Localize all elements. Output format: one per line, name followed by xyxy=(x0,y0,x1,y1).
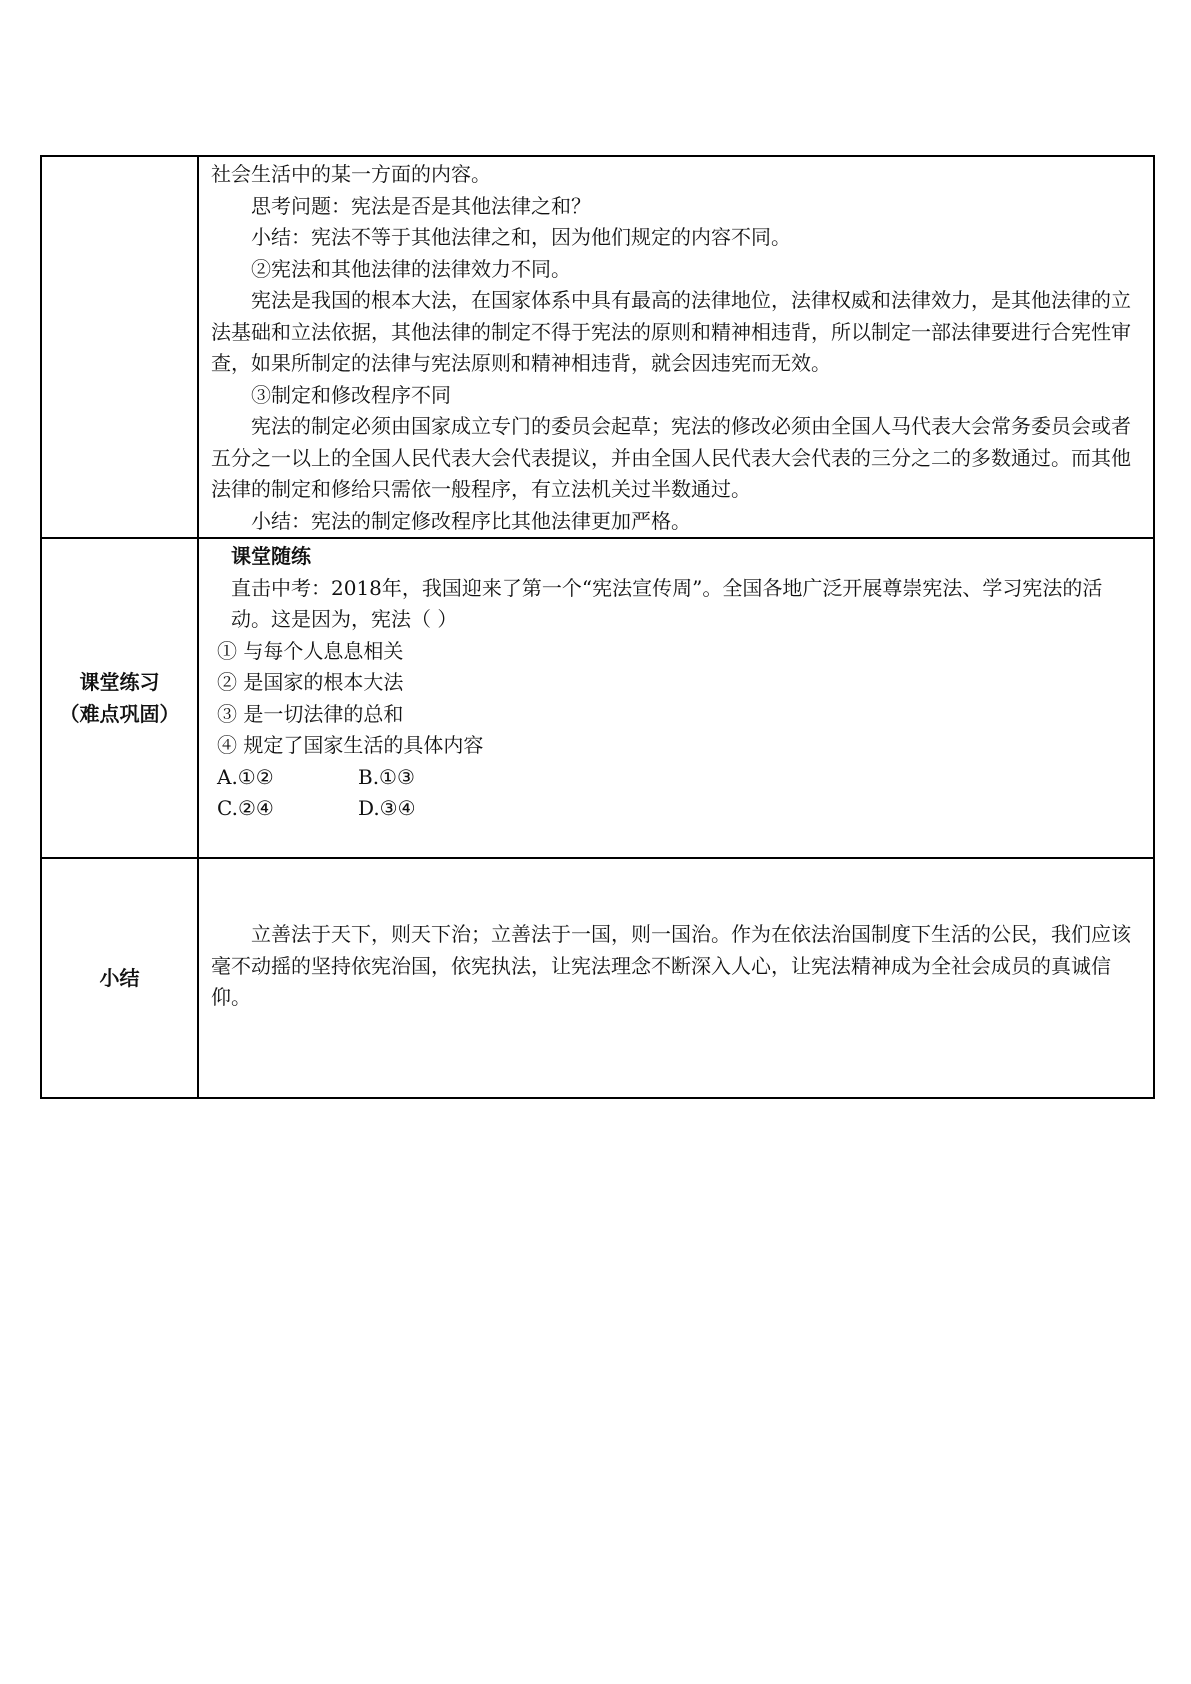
table-row xyxy=(41,858,1154,1098)
paragraph: 宪法的制定必须由国家成立专门的委员会起草；宪法的修改必须由全国人马代表大会常务委员会或者五分之一以上的全国人民代表大会代表提议，并由全国人民代表大会代表的三分之二的多数通过。而其他法律的制定和修给只需依一般程序，有立法机关过半数通过。 xyxy=(211,414,1131,501)
content-cell xyxy=(198,538,1154,858)
summary-label-cell xyxy=(41,858,198,1098)
practice-content xyxy=(199,539,1153,825)
constitution-comparison-text xyxy=(199,157,1153,537)
paragraph: 小结：宪法的制定修改程序比其他法律更加严格。 xyxy=(251,508,691,533)
paragraph: 小结：宪法不等于其他法律之和，因为他们规定的内容不同。 xyxy=(251,225,791,249)
paragraph: ③制定和修改程序不同 xyxy=(251,382,451,407)
answer-choice-a: A.①② xyxy=(217,764,274,789)
empty-label-cell xyxy=(41,156,198,538)
paragraph: 思考问题：宪法是否是其他法律之和？ xyxy=(251,193,591,218)
practice-label-cell xyxy=(41,538,198,858)
answer-choices-row xyxy=(211,762,1139,794)
summary-text: 立善法于天下，则天下治；立善法于一国，则一国治。作为在依法治国制度下生活的公民，我们应该毫不动摇的坚持依宪治国，依宪执法，让宪法理念不断深入人心，让宪法精神成为全社会成员的真诚信仰。 xyxy=(211,922,1131,1009)
option-item: ③ 是一切法律的总和 xyxy=(217,701,404,726)
option-item: ① 与每个人息息相关 xyxy=(217,638,404,663)
answer-choice-b: B.①③ xyxy=(358,764,415,789)
content-cell xyxy=(198,156,1154,538)
table-row xyxy=(41,538,1154,858)
lesson-plan-table xyxy=(40,155,1155,1099)
practice-heading: 课堂随练 xyxy=(231,544,311,568)
paragraph: 宪法是我国的根本大法，在国家体系中具有最高的法律地位，法律权威和法律效力，是其他法律的立法基础和立法依据，其他法律的制定不得于宪法的原则和精神相违背，所以制定一部法律要进行合宪性审查，如果所制定的法律与宪法原则和精神相违背，就会因违宪而无效。 xyxy=(211,288,1131,375)
option-item: ② 是国家的根本大法 xyxy=(217,670,404,694)
practice-label: 课堂练习 xyxy=(79,670,160,694)
answer-choice-d: D.③④ xyxy=(358,796,416,820)
table-row xyxy=(41,156,1154,538)
summary-content xyxy=(199,859,1153,1014)
option-item: ④ 规定了国家生活的具体内容 xyxy=(217,733,484,757)
question-text: 直击中考：2018年，我国迎来了第一个“宪法宣传周”。全国各地广泛开展尊崇宪法、学习宪法的活动。这是因为，宪法（ ） xyxy=(231,575,1103,631)
paragraph: ②宪法和其他法律的法律效力不同。 xyxy=(251,256,571,281)
content-cell xyxy=(198,858,1154,1098)
paragraph: 社会生活中的某一方面的内容。 xyxy=(211,162,491,186)
summary-label: 小结 xyxy=(99,966,140,990)
answer-choice-c: C.②④ xyxy=(217,796,274,820)
answer-choices-row xyxy=(211,793,1139,825)
practice-sublabel: （难点巩固） xyxy=(59,702,180,726)
